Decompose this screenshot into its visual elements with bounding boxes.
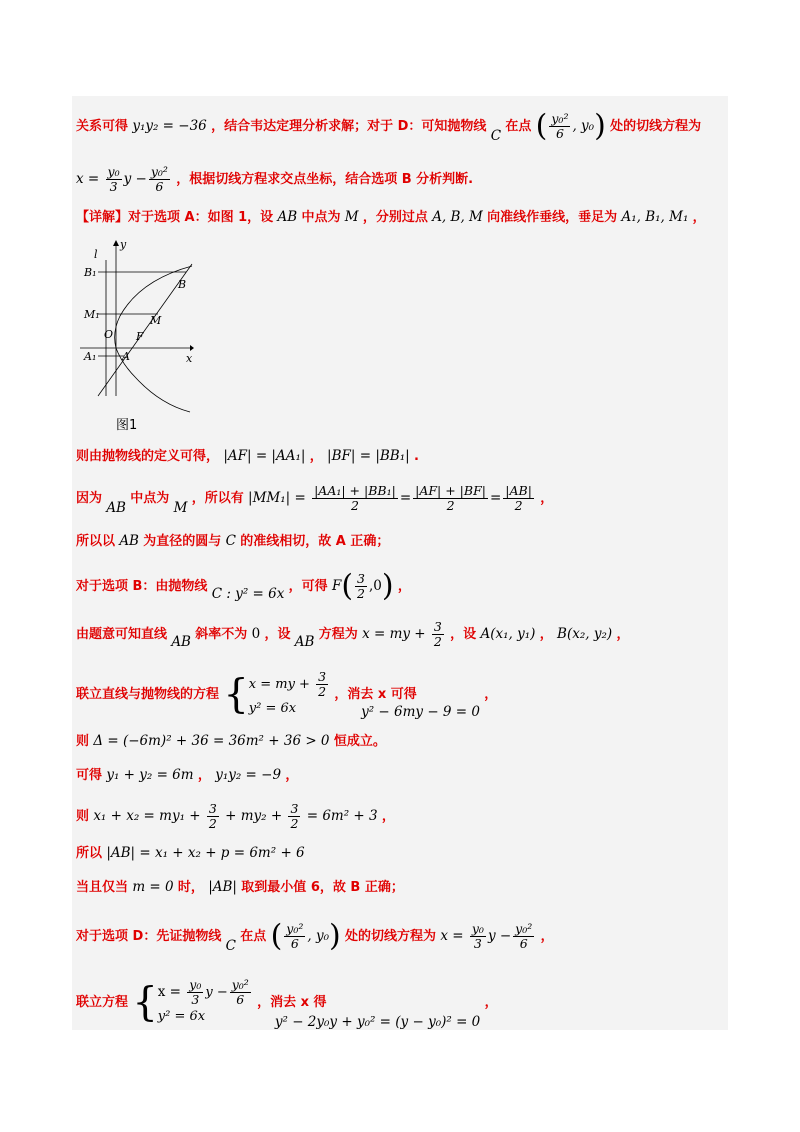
fraction: $\frac{\text{y₀²}}{6}$: [150, 164, 168, 194]
formula: , y₀: [307, 928, 330, 944]
fraction: $\frac{|AF| + |BF|}{2}$: [415, 483, 486, 513]
text: ，: [692, 210, 706, 225]
label-x: x: [186, 352, 193, 365]
text: ，: [616, 627, 630, 642]
text: ，: [540, 929, 554, 944]
text: 中点为: [130, 491, 170, 506]
label-y: y: [120, 238, 127, 251]
line-15: 对于选项 D：先证抛物线 C 在点 ( $\frac{\text{y₀²}}{6}$ , y₀) 处的切线方程为 x = $\frac{\text{y₀}}{3}$ y − $\frac{\text{y₀²}}{6}$ ，: [76, 918, 554, 954]
fraction: $\frac{3}{2}$: [357, 571, 365, 601]
formula: y₁y₂ = −9: [215, 767, 282, 783]
text: 中点为: [301, 210, 341, 225]
formula: y −: [123, 171, 147, 187]
text: ，可得: [288, 579, 328, 594]
formula: C: [225, 938, 236, 954]
fraction: $\frac{\text{y₀}}{3}$: [107, 164, 120, 194]
formula: AB: [119, 533, 139, 549]
line-2: [76, 165, 473, 194]
formula: , y₀: [572, 118, 595, 134]
formula: 0: [251, 626, 261, 642]
formula: |BF| = |BB₁|: [327, 448, 410, 464]
formula: y² − 6my − 9 = 0: [361, 704, 480, 720]
label-B: B: [178, 278, 187, 291]
text: 所以以: [76, 534, 116, 549]
text: ，: [197, 768, 211, 783]
formula: x =: [76, 171, 104, 187]
line-8: [76, 620, 629, 649]
text: ，所以有: [191, 491, 244, 506]
line-1: 关系可得 y₁y₂ = −36 ，结合韦达定理分析求解；对于 D：可知抛物线 C 在点 ( $\frac{\text{y₀²}}{6}$ , y₀) 处的切线方程为: [76, 108, 702, 144]
line-10: [76, 732, 386, 751]
line-9: 联立直线与抛物线的方程 { x = my + $\frac{3}{2}$ y² = 6x ，消去 x 可得 y² − 6my − 9 = 0 ，: [76, 669, 498, 720]
formula: C : y² = 6x: [211, 586, 285, 602]
formula: A, B, M: [432, 209, 483, 225]
formula: y₁y₂ = −36: [132, 118, 207, 134]
text: ，: [540, 491, 554, 506]
fraction: $\frac{3}{2}$: [433, 619, 442, 649]
formula: AB: [171, 634, 191, 650]
formula: A(x₁, y₁): [480, 626, 536, 642]
line-11: [76, 766, 298, 785]
text: .: [413, 449, 419, 464]
formula: A₁, B₁, M₁: [621, 209, 689, 225]
line-7: 对于选项 B：由抛物线 C : y² = 6x ，可得 F( $\frac{3}{2}$ ,0) ，: [76, 568, 411, 604]
figure-caption: 图1: [116, 418, 138, 432]
fraction: $\frac{\text{y₀²}}{6}$: [551, 111, 569, 141]
text: ，: [484, 995, 498, 1010]
formula: x₁ + x₂ = my₁ +: [93, 808, 205, 824]
formula: y₁ + y₂ = 6m: [106, 767, 194, 783]
fraction: $\frac{3}{2}$: [208, 801, 217, 831]
fraction: $\frac{3}{2}$: [290, 801, 299, 831]
text: ，根据切线方程求交点坐标，结合选项 B 分析判断.: [176, 172, 474, 187]
text: 【详解】对于选项 A：如图 1，设: [76, 210, 274, 225]
text: 取到最小值 6，故 B 正确；: [241, 880, 404, 895]
text: 为直径的圆与: [143, 534, 222, 549]
text: 方程为: [318, 627, 358, 642]
formula: M: [344, 209, 359, 225]
text: 的准线相切，故 A 正确；: [240, 534, 390, 549]
fraction: $\frac{|AB|}{2}$: [505, 483, 532, 513]
text: 向准线作垂线，垂足为: [487, 210, 618, 225]
formula: |AB|: [208, 879, 237, 895]
line-12: [76, 802, 395, 831]
formula: x = my +: [362, 626, 430, 642]
formula: M: [173, 500, 188, 516]
fraction: $\frac{\text{y₀}}{3}$: [471, 921, 484, 951]
label-F: F: [136, 330, 144, 343]
equation-system: x = my + $\frac{3}{2}$ y² = 6x: [248, 669, 327, 716]
line-16: 联立方程 { x = $\frac{\text{y₀}}{3}$ y − $\frac{\text{y₀²}}{6}$ y² = 6x ，消去 x 得 y² − 2y₀y + y₀² = (y − y₀)² = 0 ，: [76, 977, 498, 1030]
label-B1: B₁: [84, 266, 97, 279]
text: ，消去 x 得: [257, 995, 327, 1010]
text: 在点: [240, 929, 267, 944]
line-4: [76, 447, 419, 466]
text: ，分别过点: [362, 210, 428, 225]
text: 可得: [76, 768, 103, 783]
line-5: 因为 AB 中点为 M ，所以有 |MM₁| = $\frac{\text{|AA₁| + |BB₁|}}{2}$ = $\frac{|AF| + |BF|}{2}$ = $\frac{|AB|}{2}$ ，: [76, 483, 554, 516]
figure-1-diagram: [76, 236, 194, 432]
line-6: [76, 532, 389, 551]
label-l: l: [94, 248, 98, 261]
text: ，: [381, 809, 395, 824]
formula: AB: [277, 209, 298, 225]
text: 则: [76, 734, 90, 749]
formula: x =: [440, 928, 468, 944]
text: 处的切线方程为: [610, 119, 702, 134]
formula: Δ = (−6m)² + 36 = 36m² + 36 > 0: [93, 733, 330, 749]
text: 当且仅当: [76, 880, 129, 895]
formula: |MM₁| =: [248, 490, 311, 506]
formula: AB: [294, 634, 315, 650]
text: 所以: [76, 846, 103, 861]
formula: = 6m² + 3: [302, 808, 378, 824]
text: ，: [309, 449, 323, 464]
text: ，消去 x 可得: [334, 687, 417, 702]
text: 联立方程: [76, 995, 129, 1010]
text: 对于选项 D：先证抛物线: [76, 929, 222, 944]
text: 由题意可知直线: [76, 627, 168, 642]
text: 斜率不为: [195, 627, 248, 642]
text: ，设: [264, 627, 291, 642]
formula: |AB| = x₁ + x₂ + p = 6m² + 6: [106, 845, 305, 861]
formula: C: [225, 533, 236, 549]
equation-system: x = $\frac{\text{y₀}}{3}$ y − $\frac{\text{y₀²}}{6}$ y² = 6x: [157, 977, 249, 1024]
formula: B(x₂, y₂): [557, 626, 613, 642]
label-M: M: [150, 314, 162, 327]
formula: AB: [106, 500, 126, 516]
text: ，: [397, 579, 411, 594]
label-O: O: [104, 328, 114, 341]
formula: F: [331, 578, 342, 594]
text: 恒成立。: [333, 734, 386, 749]
text: ，: [539, 627, 553, 642]
text: 则: [76, 809, 90, 824]
fraction: $\frac{\text{|AA₁| + |BB₁|}}{2}$: [314, 483, 396, 513]
text: 联立直线与抛物线的方程: [76, 687, 220, 702]
text: 则由抛物线的定义可得，: [76, 449, 220, 464]
text: 对于选项 B：由抛物线: [76, 579, 208, 594]
fraction: $\frac{\text{y₀²}}{6}$: [515, 921, 533, 951]
formula: C: [490, 128, 502, 144]
text: 因为: [76, 491, 103, 506]
text: 在点: [505, 119, 532, 134]
line-14: [76, 878, 404, 897]
text: 处的切线方程为: [345, 929, 437, 944]
line-13: [76, 844, 305, 863]
fraction: $\frac{\text{y₀²}}{6}$: [286, 921, 304, 951]
line-3: [76, 208, 706, 227]
text: 时，: [177, 880, 204, 895]
formula: m = 0: [132, 879, 174, 895]
text: ，设: [450, 627, 477, 642]
text: ，结合韦达定理分析求解；对于 D：可知抛物线: [211, 119, 487, 134]
formula: y −: [487, 928, 512, 944]
formula: + my₂ +: [220, 808, 287, 824]
text: 关系可得: [76, 119, 129, 134]
text: ，: [484, 687, 498, 702]
label-A1: A₁: [84, 350, 97, 363]
formula: y² − 2y₀y + y₀² = (y − y₀)² = 0: [274, 1014, 481, 1030]
formula: |AF| = |AA₁|: [223, 448, 306, 464]
label-M1: M₁: [84, 308, 100, 321]
label-A: A: [122, 350, 130, 363]
text: ，: [285, 768, 299, 783]
